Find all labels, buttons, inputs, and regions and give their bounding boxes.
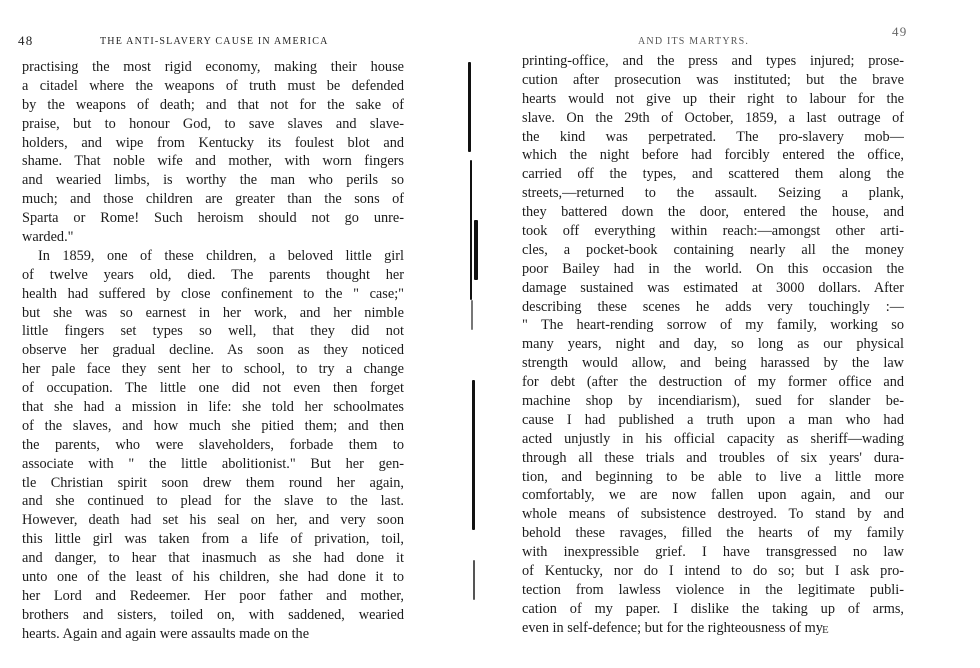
text-line: praise, but to honour God, to save slaves and slave- (22, 115, 404, 132)
text-line: poor Bailey had in the world. On this occasion the (522, 260, 904, 277)
text-line: behold these ravages, filled the hearts of my family (522, 525, 904, 542)
text-line: printing-office, and the press and types injured; prose- (522, 53, 904, 69)
gutter-mark (472, 380, 475, 530)
text-line: health had suffered by close confinement to the " case;" (22, 285, 404, 302)
left-page-body (22, 58, 404, 644)
text-line: with inexpressible grief. I have transgressed no law (522, 544, 904, 561)
right-page-number: 49 (892, 24, 908, 39)
text-line: but she was so earnest in her work, and her nimble (22, 304, 404, 321)
text-line: holders, and wipe from Kentucky its foulest blot and (22, 134, 404, 151)
text-line: observe her gradual decline. As soon as they noticed (22, 342, 404, 359)
gutter-mark (470, 160, 472, 300)
text-line: and wearied limbs, is worthy the man who perils so (22, 172, 404, 189)
text-line: her Lord and Redeemer. Her poor father and mother, (22, 587, 404, 604)
text-line: a citadel where the weapons of truth must be defended (22, 77, 404, 94)
left-page-number: 48 (18, 33, 34, 48)
text-line: the parents, who were slaveholders, forbade them to (22, 436, 404, 453)
text-line: machine shop by incendiarism), sued for slander be- (522, 393, 904, 410)
text-line: carried off the types, and scattered them along the (522, 166, 904, 183)
left-page (0, 0, 452, 668)
text-line: tion, and beginning to be able to live a little more (522, 468, 904, 485)
text-line: much; and those children are greater than the sons of (22, 191, 404, 208)
text-line: of the slaves, and how much she pitied them; and then (22, 417, 404, 434)
right-page-body (522, 52, 904, 638)
text-line: associate with " the little abolitionist." But her gen- (22, 455, 404, 472)
text-line: cause I had published a truth upon a man who had (522, 411, 904, 428)
right-running-head: AND ITS MARTYRS. (638, 36, 750, 47)
text-line: comfortably, we are now fallen upon again, and our (522, 487, 904, 504)
text-line: cles, a pocket-book containing nearly all the money (522, 241, 904, 258)
text-line: hearts. Again and again were assaults made on the (22, 625, 310, 642)
page-gutter (452, 40, 492, 660)
text-line: In 1859, one of these children, a beloved little girl (38, 247, 404, 264)
text-line: describing these scenes he adds very touchingly :— (522, 298, 904, 315)
text-line: many years, night and day, so long as our physical (522, 336, 904, 353)
text-line: streets,—returned to the assault. Seizing a plank, (522, 185, 904, 202)
text-line: brothers and sisters, toiled on, with saddened, wearied (22, 606, 404, 623)
text-line: damage sustained was estimated at 3000 dollars. After (522, 279, 904, 296)
text-line: the kind was perpetrated. The pro-slavery mob— (522, 128, 904, 145)
text-line: for debt (after the destruction of my former office and (522, 374, 904, 391)
right-page (492, 0, 980, 668)
gutter-mark (471, 300, 473, 330)
text-line: unto one of the least of his children, she had done it to (22, 569, 404, 586)
signature-mark: E (822, 624, 829, 636)
text-line: little fingers set types so well, that they did not (22, 323, 404, 340)
text-line: her pale face they sent her to school, to try a change (22, 361, 404, 378)
text-line: warded." (22, 229, 74, 246)
text-line: slave. On the 29th of October, 1859, a last outrage of (522, 109, 904, 126)
text-line: whole means of subsistence destroyed. To stand by and (522, 506, 904, 523)
left-running-head: THE ANTI-SLAVERY CAUSE IN AMERICA (100, 36, 329, 47)
gutter-mark (474, 220, 478, 280)
text-line: hearts would not give up their right to labour for the (522, 90, 904, 107)
text-line: and she continued to plead for the slave to the last. (22, 493, 404, 510)
text-line: cution after prosecution was instituted; but the brave (522, 71, 904, 88)
text-line: strength would allow, and being harassed by the law (522, 355, 904, 372)
text-line: tection from lawless violence in the legitimate publi- (522, 581, 904, 598)
text-line: took off everything within reach:—amongst other arti- (522, 223, 904, 240)
text-line: of twelve years old, died. The parents thought her (22, 266, 404, 283)
text-line: acted unjustly in his official capacity as sheriff—wading (522, 430, 904, 447)
text-line: tle Christian spirit soon drew them round her again, (22, 474, 404, 491)
text-line: even in self-defence; but for the righteousness of my (522, 619, 823, 636)
text-line: cation of my paper. I dislike the taking up of arms, (522, 600, 904, 617)
text-line: practising the most rigid economy, making their house (22, 59, 404, 75)
gutter-mark (473, 560, 475, 600)
text-line: Sparta or Rome! Such heroism should not go unre- (22, 210, 404, 227)
text-line: that she had a mission in life: she told her schoolmates (22, 399, 404, 416)
text-line: which the night before had forcibly entered the office, (522, 147, 904, 164)
gutter-mark (468, 62, 471, 152)
text-line: of Kentucky, nor do I intend to do so; but I ask pro- (522, 563, 904, 580)
text-line: of occupation. The little one did not even then forget (22, 380, 404, 397)
text-line: However, death had set his seal on her, and very soon (22, 512, 404, 529)
text-line: and danger, to hear that inasmuch as she had done it (22, 550, 404, 567)
text-line: this little girl was taken from a life of privation, toil, (22, 531, 404, 548)
text-line: through all these trials and troubles of six years' dura- (522, 449, 904, 466)
text-line: by the weapons of death; and that not for the sake of (22, 96, 404, 113)
text-line: they battered down the door, entered the house, and (522, 204, 904, 221)
text-line: " The heart-rending sorrow of my family, working so (522, 317, 904, 334)
text-line: shame. That noble wife and mother, with worn fingers (22, 153, 404, 170)
